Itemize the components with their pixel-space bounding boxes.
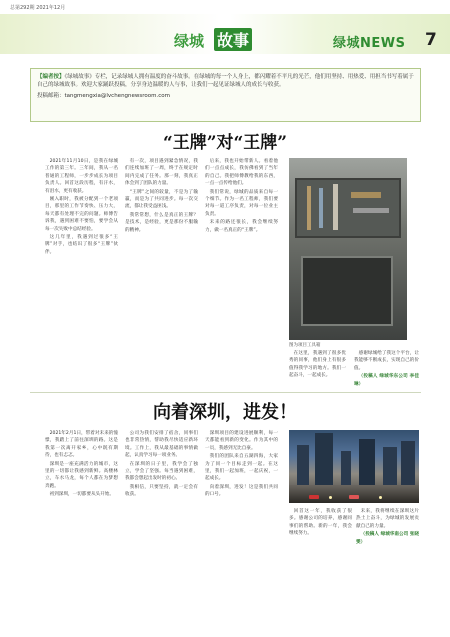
paragraph: 在深圳的日子里，我学会了独立，学会了坚强。每当遇到困难，我都会想起出发时的初心。	[125, 461, 198, 482]
toolbox-photo	[289, 158, 407, 340]
photo-car	[349, 495, 359, 499]
article2-column-2	[125, 430, 198, 630]
photo-tool	[307, 186, 311, 230]
editor-note-email	[37, 91, 414, 99]
article1-column-5	[354, 350, 419, 387]
article1-column-1	[45, 158, 118, 383]
email-label: 投稿邮箱：	[37, 93, 65, 99]
paragraph: 深圳项目的建设进展顺利，每一天都能看到新的变化。作为其中的一员，我感到无比自豪。	[205, 431, 278, 451]
paragraph: 我常常想，什么是真正的王牌？是技术，是经验，更是那份不服输的精神。	[125, 212, 198, 233]
section-title: 绿城	[174, 32, 205, 50]
city-night-photo	[289, 430, 419, 503]
paragraph: 我相信，只要坚持，就一定会有收获。	[125, 484, 198, 498]
article2-column-1	[45, 430, 118, 630]
photo-building	[297, 445, 309, 485]
article2-column-5	[356, 508, 419, 603]
photo-light	[329, 496, 332, 499]
paragraph: 2021年11月10日，是我在绿城工作的第三年。三年间，我从一名普通的工程师，一步步成长为项目负责人。回首这段历程，有汗水，有泪水，更有收获。	[45, 159, 118, 194]
photo-building	[341, 451, 351, 485]
paragraph: 我们的团队来自五湖四海，大家为了同一个目标走到一起。在这里，我们一起加班，一起庆祝，一起成长。	[205, 454, 278, 482]
article2-title: 向着深圳，进发！	[153, 402, 297, 423]
paragraph: 后来，我也开始带新人。看着他们一点点成长，我仿佛看到了当年的自己。我把师傅教给我的东西，一点一点传给他们。	[205, 159, 278, 187]
issue-meta: 总第292期 2021年12月	[10, 5, 66, 11]
article2-column-3	[205, 430, 278, 630]
photo-tool	[351, 192, 381, 198]
editor-note	[30, 68, 421, 122]
paragraph: 深圳是一座充满活力的城市，这里的一切都让我感到新鲜。高楼林立，车水马龙，每个人都在为梦想奔跑。	[45, 461, 118, 489]
photo-box	[301, 256, 393, 326]
paragraph: 未来，我将继续在深圳这片热土上奋斗，为绿城的发展贡献自己的力量。	[356, 509, 419, 529]
article1-column-3	[205, 158, 278, 383]
paragraph: 这几年里，我遇到过很多“王牌”对手，也结识了很多“王牌”伙伴。	[45, 235, 118, 255]
paragraph: 公司为我们安排了宿舍，同事们也非常热情，帮助我尽快适应新环境。工作上，我从最基础的事情做起，认真学习每一项业务。	[125, 431, 198, 459]
section-divider	[30, 392, 421, 393]
photo-caption: 图为项目工具箱	[289, 343, 321, 348]
paragraph: 感谢绿城给了我这个平台，让我能够不断成长，实现自己的价值。	[354, 351, 419, 371]
paragraph: 刚入职时，我被分配到一个老项目，那里的工作节奏快、压力大，每天都有处理不完的问题。师傅告诉我，遇到困难不要怕，要学会从每一次失败中总结经验。	[45, 197, 118, 232]
paragraph: 在这里，我遇到了很多优秀的同事，他们身上有很多值得我学习的地方。我们一起奋斗，一起成长。	[289, 351, 346, 379]
paragraph: 向着深圳，进发！这是我们共同的口号。	[205, 484, 278, 498]
paragraph: 我们常说，绿城的品质来自每一个细节。作为一名工程师，我们要对每一道工序负责，对每一位业主负责。	[205, 189, 278, 217]
photo-tool	[319, 188, 323, 228]
paragraph: 初到深圳，一切都要从头开始。	[49, 492, 114, 498]
paragraph: 回首这一年，我收获了很多。感谢公司的培养，感谢同事们的帮助。新的一年，我会继续努力。	[289, 509, 352, 537]
article1-column-4	[289, 350, 346, 384]
paragraph: “王牌”之间的较量，不是为了输赢，而是为了共同进步。每一次交流，都让我受益匪浅。	[125, 189, 198, 210]
photo-light	[379, 496, 382, 499]
paragraph: 2021年2月1日，带着对未来的憧憬，我踏上了前往深圳的路。这是我第一次离开家乡，心中既有期待，也有忐忑。	[45, 431, 118, 459]
photo-car	[309, 495, 319, 499]
photo-tool	[333, 184, 338, 230]
article1-column-2	[125, 158, 198, 383]
page-number: 7	[425, 30, 437, 50]
article2-signature: （投稿人 绿城华南公司 张晓雯）	[356, 532, 419, 545]
newsletter-logo: 绿城NEWS	[333, 36, 406, 51]
article2-column-4	[289, 508, 352, 603]
photo-building	[315, 433, 333, 485]
paragraph: 未来的路还很长，我会继续努力，做一名真正的“王牌”。	[205, 220, 278, 233]
photo-building	[383, 447, 397, 485]
article1-title: “王牌”对“王牌”	[162, 133, 288, 153]
photo-road	[289, 485, 419, 503]
photo-building	[401, 441, 415, 485]
section-title-badge: 故事	[214, 28, 252, 51]
photo-building	[359, 439, 375, 485]
editor-note-body: 《绿城故事》专栏，记录绿城人拥有温度的奋斗故事。在绿城的每一个人身上，都闪耀着不平凡的光芒，他们用坚持、用热爱、用担当书写着属于自己的绿城故事。欢迎大家踊跃投稿，分享身边温暖的人与事，让我们一起见证绿城人的成长与收获。	[37, 74, 414, 88]
article1-signature: （投稿人 绿城华东公司 李佳琳）	[354, 374, 419, 387]
page-banner	[0, 14, 450, 54]
email-address[interactable]: tangmengxia@lvchengnewsroom.com	[64, 93, 171, 99]
paragraph: 有一次，项目遇到紧急情况，我们连续加班了一周，终于在规定时间内完成了任务。那一刻，我真正体会到了团队的力量。	[125, 159, 198, 187]
editor-note-heading: 【编者按】	[37, 74, 65, 80]
photo-tool	[353, 208, 389, 213]
editor-note-text	[37, 73, 414, 89]
